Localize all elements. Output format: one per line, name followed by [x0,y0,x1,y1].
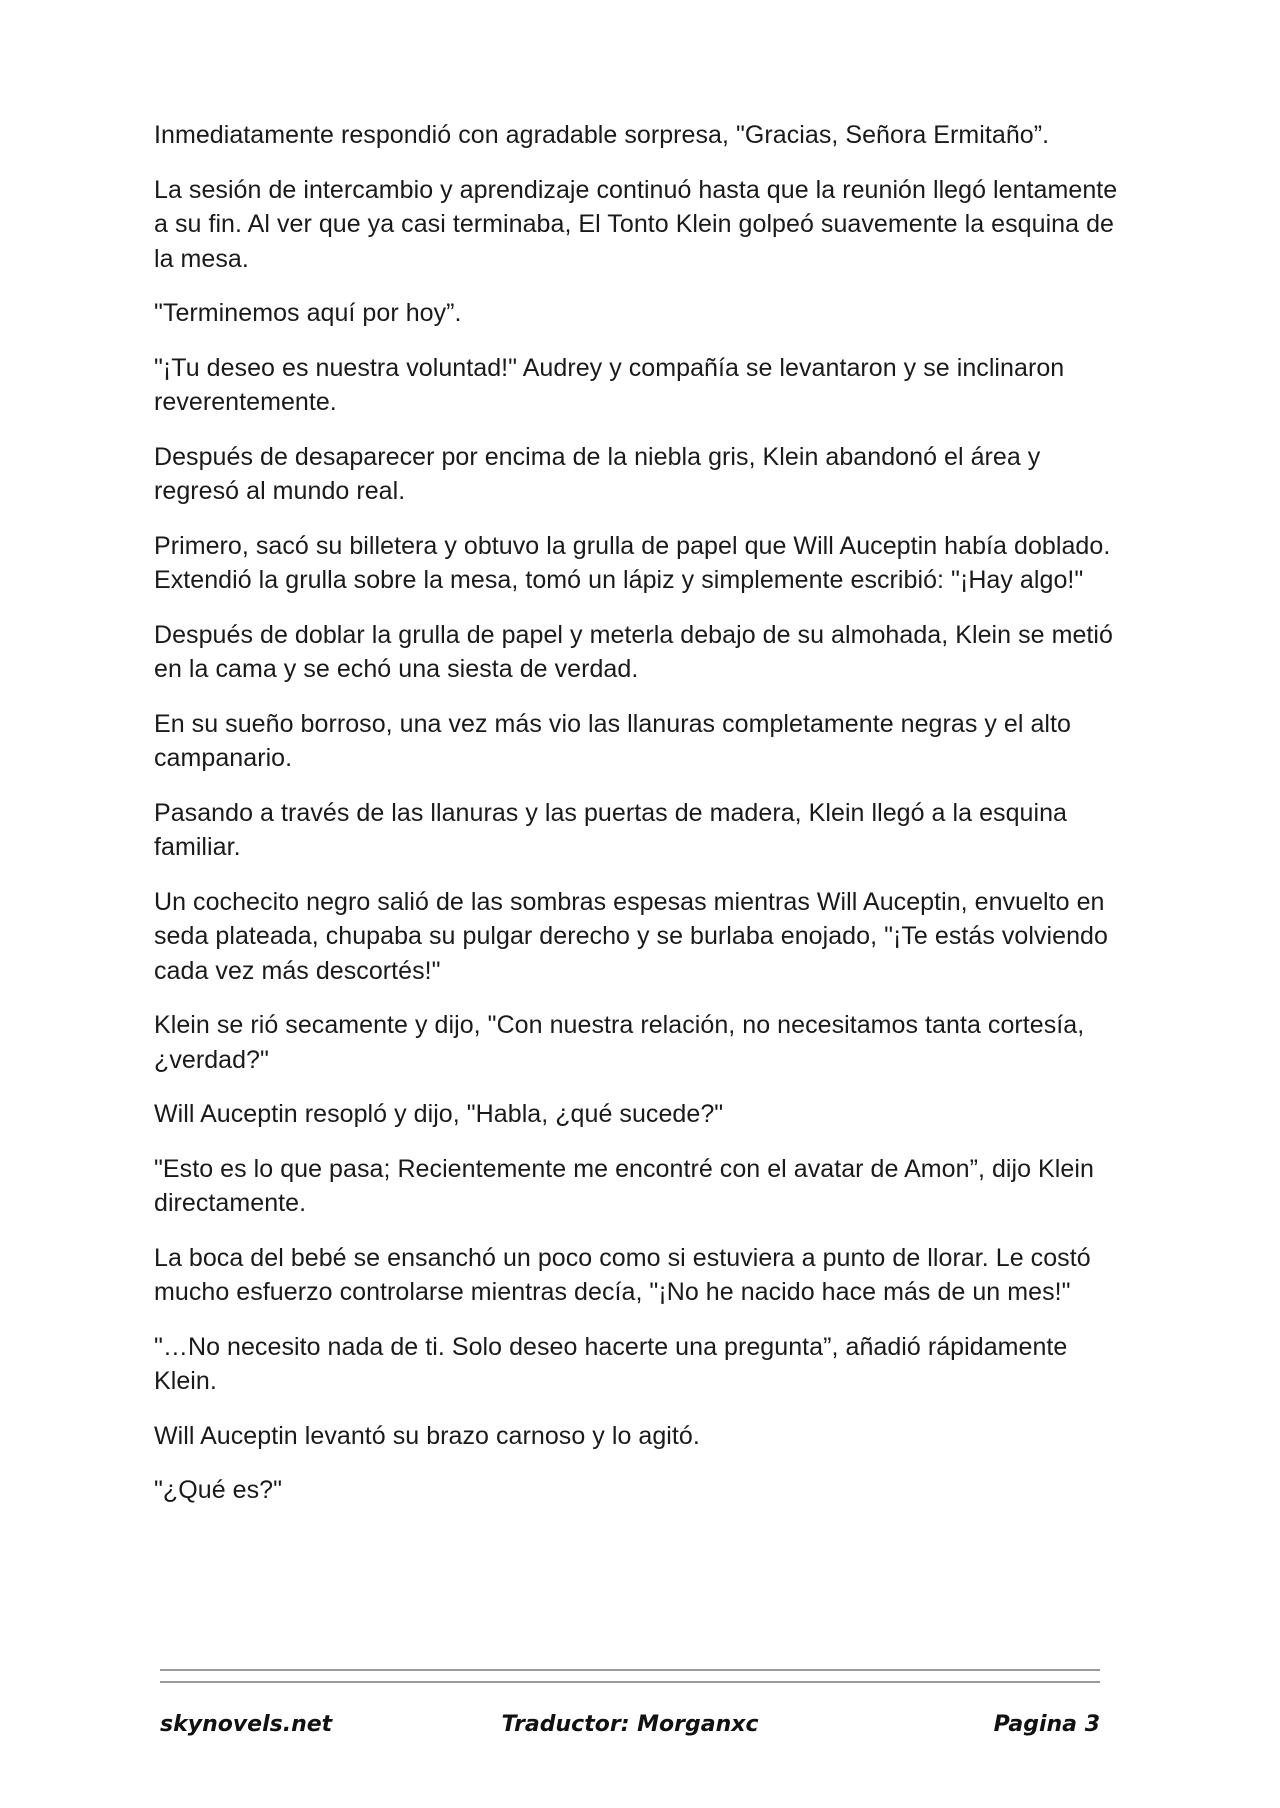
paragraph: Will Auceptin levantó su brazo carnoso y lo agitó. [154,1421,700,1450]
paragraph: En su sueño borroso, una vez más vio las llanuras completamente negras y el alto campanario. [154,709,1071,772]
paragraph: "…No necesito nada de ti. Solo deseo hacerte una pregunta”, añadió rápidamente Klein. [154,1332,1068,1395]
footer-translator: Traductor: Morganxc [501,1712,759,1737]
page-footer [160,1712,1100,1746]
footer-page-number: Pagina 3 [993,1712,1100,1737]
footer-divider-bottom [160,1681,1100,1683]
footer-divider-top [160,1669,1100,1671]
paragraph: "Terminemos aquí por hoy”. [154,299,462,327]
paragraph: Después de doblar la grulla de papel y meterla debajo de su almohada, Klein se metió en la cama y se echó una siesta de verdad. [154,620,1113,683]
paragraph: "¿Qué es?" [154,1476,283,1504]
paragraph: Klein se rió secamente y dijo, "Con nuestra relación, no necesitamos tanta cortesía, ¿verdad?" [154,1011,1085,1074]
paragraph: La sesión de intercambio y aprendizaje continuó hasta que la reunión llegó lentamente a su fin. Al ver que ya casi terminaba, El Tonto Klein golpeó suavemente la esquina de la mesa. [154,175,1118,273]
paragraph: La boca del bebé se ensanchó un poco como si estuviera a punto de llorar. Le costó mucho esfuerzo controlarse mientras decía, "¡No he nacido hace más de un mes!" [154,1243,1091,1306]
paragraph: Pasando a través de las llanuras y las puertas de madera, Klein llegó a la esquina familiar. [154,798,1067,861]
paragraph: "¡Tu deseo es nuestra voluntad!" Audrey y compañía se levantaron y se inclinaron reverentemente. [154,353,1065,416]
paragraph: Primero, sacó su billetera y obtuvo la grulla de papel que Will Auceptin había doblado. Extendió la grulla sobre la mesa, tomó un lápiz y simplemente escribió: "¡Hay algo!" [154,531,1111,594]
paragraph: Un cochecito negro salió de las sombras espesas mientras Will Auceptin, envuelto en seda plateada, chupaba su pulgar derecho y se burlaba enojado, "¡Te estás volviendo cada vez más descortés!" [154,887,1108,985]
document-body [154,118,1124,1528]
paragraph: Después de desaparecer por encima de la niebla gris, Klein abandonó el área y regresó al mundo real. [154,442,1041,505]
paragraph: Will Auceptin resopló y dijo, "Habla, ¿qué sucede?" [154,1100,724,1128]
footer-site: skynovels.net [160,1712,333,1737]
paragraph: Inmediatamente respondió con agradable sorpresa, "Gracias, Señora Ermitaño”. [154,121,1050,149]
paragraph: "Esto es lo que pasa; Recientemente me encontré con el avatar de Amon”, dijo Klein directamente. [154,1154,1094,1217]
